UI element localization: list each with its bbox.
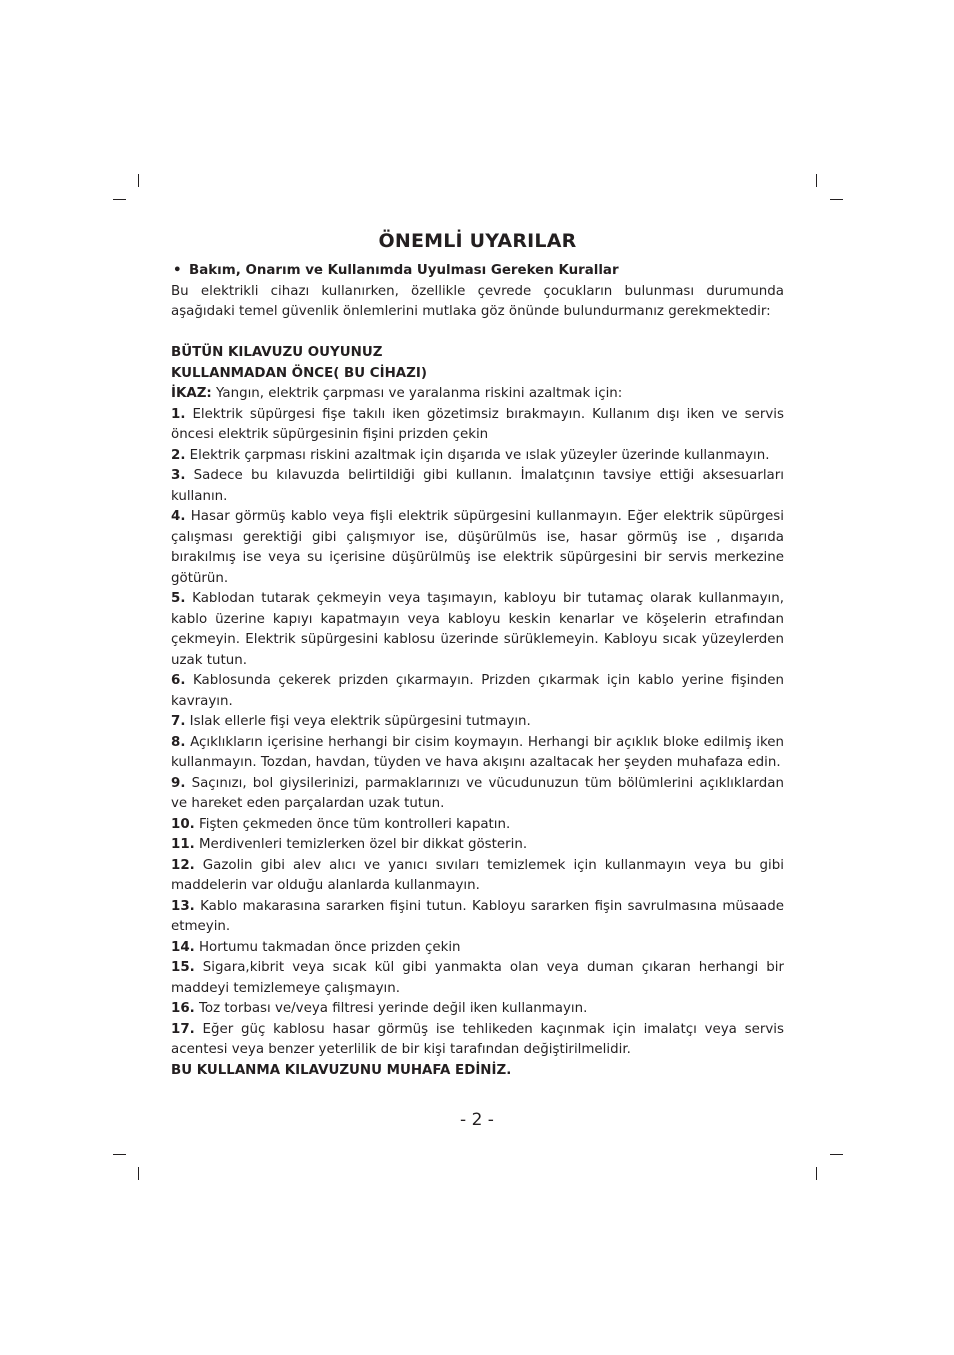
item-number: 1. <box>171 406 186 422</box>
list-item <box>171 938 784 959</box>
item-number: 10. <box>171 816 195 832</box>
item-text: Sigara,kibrit veya sıcak kül gibi yanmakta olan veya duman çıkaran herhangi bir maddeyi temizlemeye çalışmayın. <box>171 960 784 996</box>
item-number: 13. <box>171 898 195 914</box>
warning-text: Yangın, elektrik çarpması ve yaralanma riskini azaltmak için: <box>211 386 623 401</box>
item-number: 17. <box>171 1021 195 1037</box>
item-text: Fişten çekmeden önce tüm kontrolleri kapatın. <box>194 816 511 832</box>
item-text: Merdivenleri temizlerken özel bir dikkat gösterin. <box>194 837 528 852</box>
item-number: 7. <box>171 714 186 729</box>
page-number: - 2 - <box>460 1110 494 1130</box>
page-title: ÖNEMLİ UYARILAR <box>378 230 577 252</box>
item-number: 6. <box>171 673 186 688</box>
item-text: Kablosunda çekerek prizden çıkarmayın. Prizden çıkarmak için kablo yerine fişinden kavrayın. <box>171 673 784 709</box>
item-number: 12. <box>171 857 195 873</box>
item-text: Elektrik çarpması riskini azaltmak için dışarıda ve ıslak yüzeyler üzerinde kullanmayın. <box>185 447 770 463</box>
item-text: Elektrik süpürgesi fişe takılı iken gözetimsiz bırakmayın. Kullanım dışı iken ve servis öncesi elektrik süpürgesinin fişini prizden çekin <box>171 406 784 442</box>
crop-mark <box>830 1154 843 1155</box>
document-body <box>171 228 784 1081</box>
item-number: 5. <box>171 591 186 606</box>
list-item <box>171 1020 784 1061</box>
list-item <box>171 835 784 856</box>
list-item <box>171 958 784 999</box>
crop-mark <box>113 1154 126 1155</box>
warning-label: İKAZ: <box>171 386 212 401</box>
item-number: 9. <box>171 775 186 791</box>
item-number: 4. <box>171 509 186 524</box>
crop-mark <box>830 199 843 200</box>
item-text: Saçınızı, bol giysilerinizi, parmaklarınızı ve vücudunuzun tüm bölümlerini açıklıklardan ve hareket eden parçalardan uzak tutun. <box>171 775 784 811</box>
list-item <box>171 589 784 671</box>
warning-line <box>171 384 784 405</box>
list-item <box>171 712 784 733</box>
list-item <box>171 733 784 774</box>
item-text: Açıklıkların içerisine herhangi bir cisim koymayın. Herhangi bir açıklık bloke edilmiş iken kullanmayın. Tozdan, havdan, tüyden ve hava akışını azaltacak her şeyden muhafaza edin. <box>171 734 784 770</box>
crop-mark <box>113 199 126 200</box>
crop-mark <box>138 174 139 187</box>
item-number: 8. <box>171 734 186 750</box>
item-number: 14. <box>171 939 195 955</box>
list-item <box>171 774 784 815</box>
section-heading: BÜTÜN KILAVUZU OUYUNUZ <box>171 345 383 360</box>
closing-note: BU KULLANMA KILAVUZUNU MUHAFA EDİNİZ. <box>171 1062 512 1078</box>
list-item <box>171 815 784 836</box>
item-text: Sadece bu kılavuzda belirtildiği gibi kullanın. İmalatçının tavsiye ettiği aksesuarları kullanın. <box>171 468 784 504</box>
item-number: 15. <box>171 960 195 975</box>
warning-list <box>171 405 784 1061</box>
item-text: Kablo makarasına sararken fişini tutun. Kabloyu sararken fişin savrulmasına müsaade etmeyin. <box>171 898 784 934</box>
list-item <box>171 856 784 897</box>
bullet-heading <box>171 261 784 282</box>
item-text: Gazolin gibi alev alıcı ve yanıcı sıvıları temizlemek için kullanmayın veya bu gibi maddelerin var olduğu alanlarda kullanmayın. <box>171 857 784 893</box>
item-number: 16. <box>171 1001 195 1016</box>
item-text: Hortumu takmadan önce prizden çekin <box>194 939 461 955</box>
list-item <box>171 507 784 589</box>
crop-mark <box>138 1167 139 1180</box>
crop-mark <box>816 174 817 187</box>
list-item <box>171 446 784 467</box>
bullet-heading-text: Bakım, Onarım ve Kullanımda Uyulması Gereken Kurallar <box>189 263 619 278</box>
list-item <box>171 999 784 1020</box>
item-text: Eğer güç kablosu hasar görmüş ise tehlikeden kaçınmak için imalatçı veya servis acentesi veya benzer yeterlilik de bir kişi tarafından değiştirilmelidir. <box>171 1021 784 1057</box>
crop-mark <box>816 1167 817 1180</box>
section-heading: KULLANMADAN ÖNCE( BU CİHAZI) <box>171 365 427 381</box>
list-item <box>171 897 784 938</box>
list-item <box>171 671 784 712</box>
list-item <box>171 466 784 507</box>
intro-paragraph: Bu elektrikli cihazı kullanırken, özellikle çevrede çocukların bulunması durumunda aşağıdaki temel güvenlik önlemlerini mutlaka göz önünde bulundurmanız gerekmektedir: <box>171 283 784 319</box>
item-number: 11. <box>171 837 195 852</box>
item-text: Toz torbası ve/veya filtresi yerinde değil iken kullanmayın. <box>194 1001 588 1016</box>
item-text: Hasar görmüş kablo veya fişli elektrik süpürgesini kullanmayın. Eğer elektrik süpürgesi çalışması gerektiği gibi çalışmıyor ise, düşürülmüs ise, hasar görmüş ise , dışarıda bırakılmış ise veya su içerisine düşürülmüş ise elektrik süpürgesini bir servis merkezine götürün. <box>171 509 784 586</box>
item-number: 3. <box>171 468 186 483</box>
item-text: Kablodan tutarak çekmeyin veya taşımayın, kabloyu bir tutamaç olarak kullanmayın, kablo üzerine kapıyı kapatmayın veya kabloyu keskin kenarlar ve köşelerin etrafından çekmeyin. Elektrik süpürgesini kablosu üzerinde sürüklemeyin. Kabloyu sıcak yüzeylerden uzak tutun. <box>171 591 784 668</box>
list-item <box>171 405 784 446</box>
bullet-icon: • <box>173 263 182 278</box>
item-text: Islak ellerle fişi veya elektrik süpürgesini tutmayın. <box>185 714 531 729</box>
item-number: 2. <box>171 447 186 463</box>
